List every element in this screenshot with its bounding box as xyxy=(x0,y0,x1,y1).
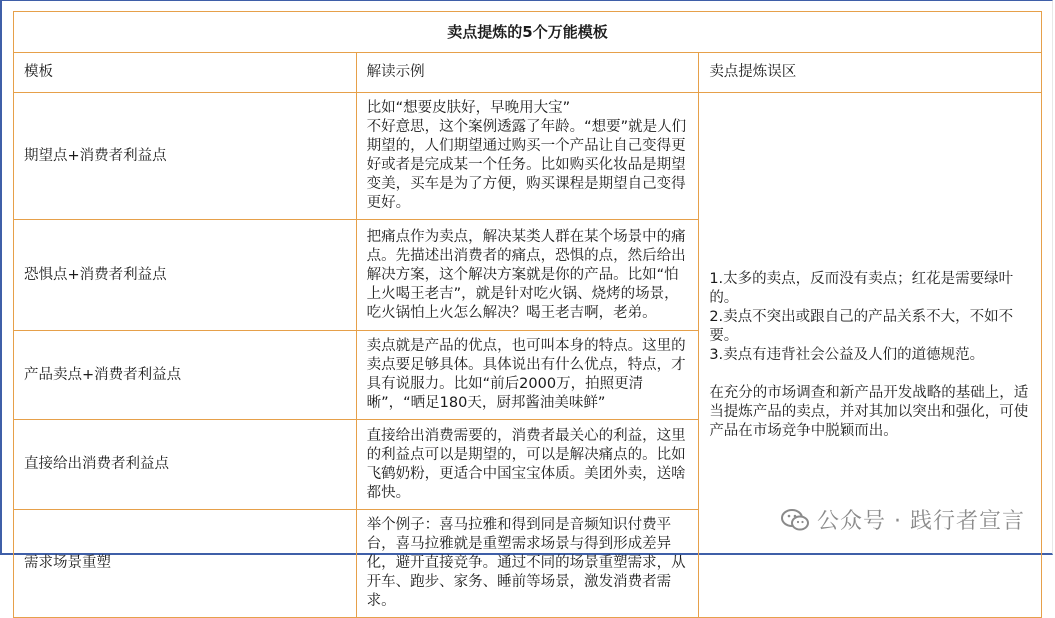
wechat-icon xyxy=(781,508,809,532)
example-cell: 举个例子：喜马拉雅和得到同是音频知识付费平台，喜马拉雅就是重塑需求场景与得到形成差异化，避开直接竞争。通过不同的场景重塑需求，从开车、跑步、家务、睡前等场景，激发消费者需求。 xyxy=(356,510,699,618)
errors-cell: 1.太多的卖点，反而没有卖点；红花是需要绿叶的。 2.卖点不突出或跟自己的产品关系不大，不如不要。 3.卖点有违背社会公益及人们的道德规范。 在充分的市场调查和新产品开发战略的基础上，适当提炼产品的卖点，并对其加以突出和强化，可使产品在市场竞争中脱颖而出。 xyxy=(699,93,1042,618)
template-cell: 恐惧点+消费者利益点 xyxy=(14,220,357,331)
example-cell: 卖点就是产品的优点，也可叫本身的特点。这里的卖点要足够具体。具体说出有什么优点，特点，才具有说服力。比如“前后2000万，拍照更清晰”，“晒足180天，厨邦酱油美味鲜” xyxy=(356,331,699,420)
example-cell: 把痛点作为卖点，解决某类人群在某个场景中的痛点。先描述出消费者的痛点，恐惧的点，然后给出解决方案，这个解决方案就是你的产品。比如“怕上火喝王老吉”，就是针对吃火锅、烧烤的场景，吃火锅怕上火怎么解决？喝王老吉啊，老弟。 xyxy=(356,220,699,331)
table-title: 卖点提炼的5个万能模板 xyxy=(14,12,1042,53)
header-template: 模板 xyxy=(14,53,357,93)
template-cell: 产品卖点+消费者利益点 xyxy=(14,331,357,420)
example-cell: 直接给出消费需要的，消费者最关心的利益，这里的利益点可以是期望的，可以是解决痛点的。比如飞鹤奶粉，更适合中国宝宝体质。美团外卖，送啥都快。 xyxy=(356,420,699,510)
table-row xyxy=(14,93,1042,220)
example-cell: 比如“想要皮肤好，早晚用大宝” 不好意思，这个案例透露了年龄。“想要”就是人们期望的，人们期望通过购买一个产品让自己变得更好或者是完成某一个任务。比如购买化妆品是期望变美，买车是为了方便，购买课程是期望自己变得更好。 xyxy=(356,93,699,220)
watermark xyxy=(781,504,1025,535)
watermark-text: 公众号 · 践行者宣言 xyxy=(817,509,1025,534)
header-errors: 卖点提炼误区 xyxy=(699,53,1042,93)
template-cell: 直接给出消费者利益点 xyxy=(14,420,357,510)
header-example: 解读示例 xyxy=(356,53,699,93)
template-cell: 期望点+消费者利益点 xyxy=(14,93,357,220)
template-cell: 需求场景重塑 xyxy=(14,510,357,618)
